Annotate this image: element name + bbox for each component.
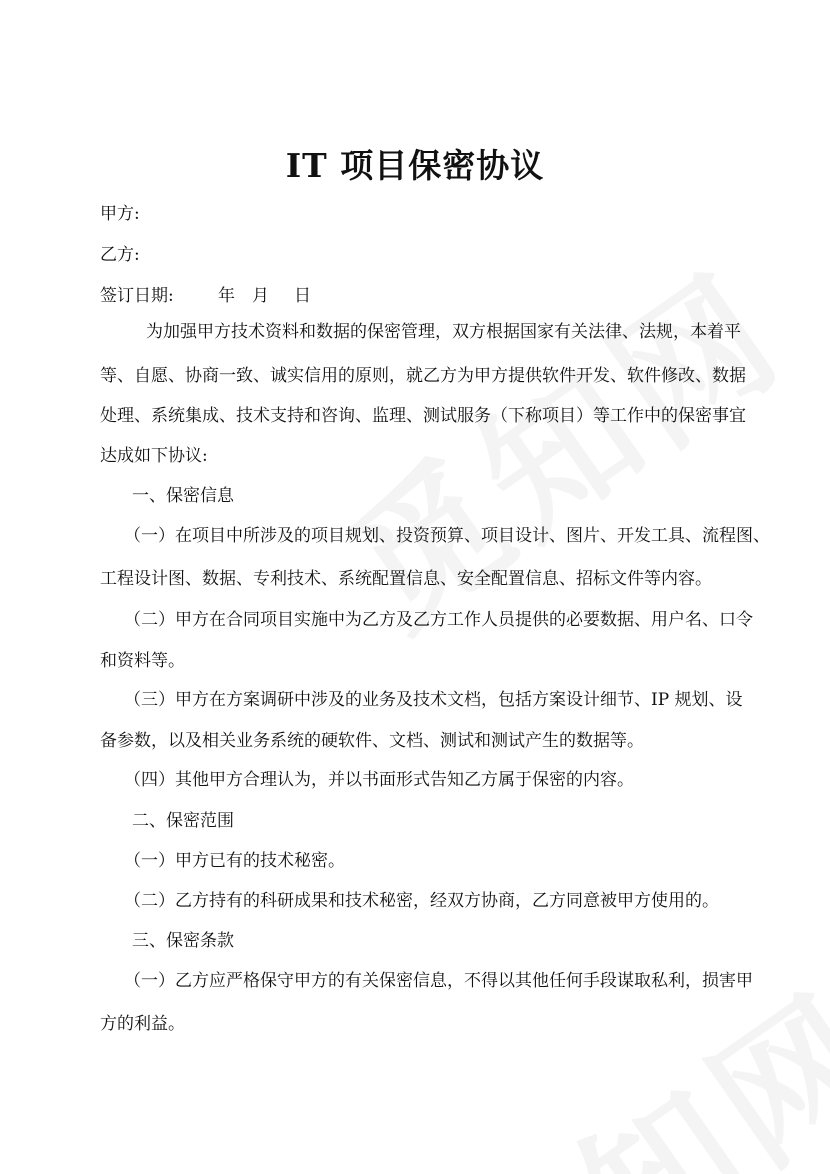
clause-line: 方的利益。 bbox=[100, 1014, 185, 1034]
party-a-label: 甲方: bbox=[100, 204, 140, 224]
party-b-label: 乙方: bbox=[100, 245, 140, 265]
sign-date-label: 签订日期: bbox=[100, 286, 174, 306]
sign-date-month: 月 bbox=[252, 286, 269, 306]
section-heading: 三、保密条款 bbox=[132, 931, 234, 951]
section-heading: 二、保密范围 bbox=[132, 811, 234, 831]
clause-line: 和资料等。 bbox=[100, 651, 185, 671]
watermark bbox=[300, 215, 817, 667]
document-title: IT 项目保密协议 bbox=[285, 146, 545, 185]
intro-line: 处理、系统集成、技术支持和咨询、监理、测试服务（下称项目）等工作中的保密事宜 bbox=[100, 406, 746, 426]
sign-date-year: 年 bbox=[218, 286, 235, 306]
sign-date-row bbox=[100, 284, 311, 308]
intro-line: 达成如下协议: bbox=[100, 446, 208, 466]
sign-date-day: 日 bbox=[294, 286, 311, 306]
clause-line: （二）甲方在合同项目实施中为乙方及乙方工作人员提供的必要数据、用户名、口令 bbox=[124, 610, 753, 630]
clause-line: （四）其他甲方合理认为，并以书面形式告知乙方属于保密的内容。 bbox=[124, 770, 634, 790]
intro-line: 为加强甲方技术资料和数据的保密管理，双方根据国家有关法律、法规，本着平 bbox=[146, 322, 741, 342]
clause-line: （三）甲方在方案调研中涉及的业务及技术文档，包括方案设计细节、IP 规划、设 bbox=[124, 690, 743, 710]
clause-line: （一）乙方应严格保守甲方的有关保密信息，不得以其他任何手段谋取私利，损害甲 bbox=[124, 971, 753, 991]
clause-line: （二）乙方持有的科研成果和技术秘密，经双方协商，乙方同意被甲方使用的。 bbox=[124, 891, 719, 911]
section-heading: 一、保密信息 bbox=[132, 486, 234, 506]
clause-line: （一）在项目中所涉及的项目规划、投资预算、项目设计、图片、开发工具、流程图、 bbox=[124, 526, 770, 546]
clause-line: 工程设计图、数据、专利技术、系统配置信息、安全配置信息、招标文件等内容。 bbox=[100, 569, 712, 589]
clause-line: （一）甲方已有的技术秘密。 bbox=[124, 851, 345, 871]
intro-line: 等、自愿、协商一致、诚实信用的原则，就乙方为甲方提供软件开发、软件修改、数据 bbox=[100, 366, 746, 386]
clause-line: 备参数，以及相关业务系统的硬软件、文档、测试和测试产生的数据等。 bbox=[100, 731, 644, 751]
